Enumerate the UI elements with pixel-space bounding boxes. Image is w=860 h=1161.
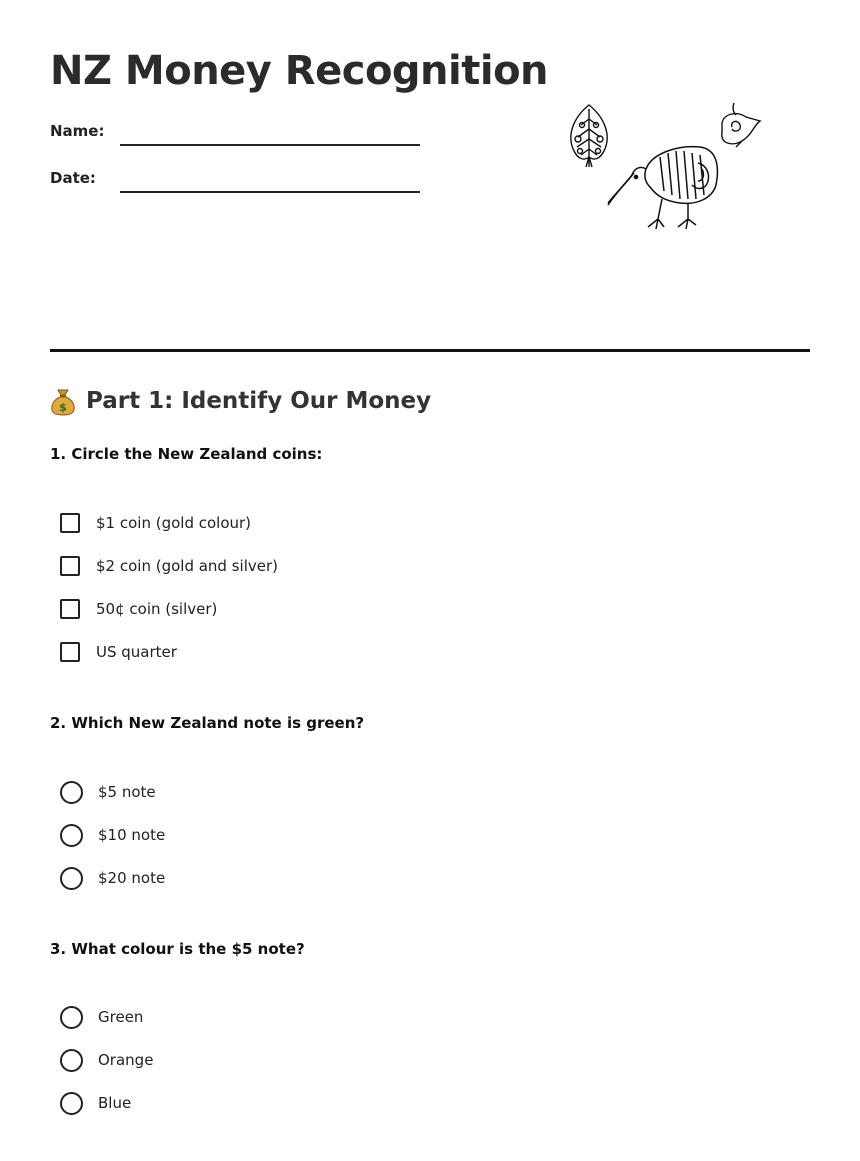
name-label: Name: [50, 122, 105, 140]
radio-button[interactable] [60, 1049, 83, 1072]
option-q3-3[interactable] [60, 1091, 131, 1115]
option-label: $10 note [98, 826, 166, 844]
option-q1-2[interactable] [60, 554, 278, 578]
option-q1-3[interactable] [60, 597, 217, 621]
date-label: Date: [50, 169, 96, 187]
fern-leaf-icon [571, 105, 607, 167]
question-1: 1. Circle the New Zealand coins: [50, 445, 323, 463]
option-label: Green [98, 1008, 144, 1026]
option-q3-1[interactable] [60, 1005, 143, 1029]
checkbox[interactable] [60, 599, 80, 619]
checkbox[interactable] [60, 556, 80, 576]
radio-button[interactable] [60, 1092, 83, 1115]
checkbox[interactable] [60, 642, 80, 662]
option-q1-1[interactable] [60, 511, 251, 535]
svg-text:$: $ [59, 401, 67, 414]
radio-button[interactable] [60, 1006, 83, 1029]
radio-button[interactable] [60, 824, 83, 847]
option-q3-2[interactable] [60, 1048, 153, 1072]
option-label: $20 note [98, 869, 166, 887]
date-field[interactable] [50, 169, 430, 199]
radio-button[interactable] [60, 867, 83, 890]
koru-icon [722, 103, 760, 147]
section-divider [50, 349, 810, 352]
option-label: Blue [98, 1094, 132, 1112]
illustration-svg [560, 95, 770, 240]
section-heading-label: Part 1: Identify Our Money [86, 388, 432, 414]
option-label: Orange [98, 1051, 154, 1069]
radio-button[interactable] [60, 781, 83, 804]
money-bag-icon [50, 386, 76, 416]
page-title: NZ Money Recognition [50, 48, 549, 94]
option-q1-4[interactable] [60, 640, 177, 664]
option-q2-3[interactable] [60, 866, 165, 890]
option-label: $2 coin (gold and silver) [96, 557, 278, 575]
option-label: $5 note [98, 783, 156, 801]
name-line[interactable] [120, 144, 420, 146]
option-label: 50¢ coin (silver) [96, 600, 218, 618]
option-q2-2[interactable] [60, 823, 165, 847]
name-field[interactable] [50, 122, 430, 152]
option-label: US quarter [96, 643, 177, 661]
checkbox[interactable] [60, 513, 80, 533]
option-q2-1[interactable] [60, 780, 156, 804]
kiwi-bird-icon [608, 147, 717, 229]
header-illustration [560, 95, 770, 240]
question-2: 2. Which New Zealand note is green? [50, 714, 365, 732]
question-3: 3. What colour is the $5 note? [50, 940, 305, 958]
date-line[interactable] [120, 191, 420, 193]
option-label: $1 coin (gold colour) [96, 514, 252, 532]
section-heading [50, 386, 431, 416]
